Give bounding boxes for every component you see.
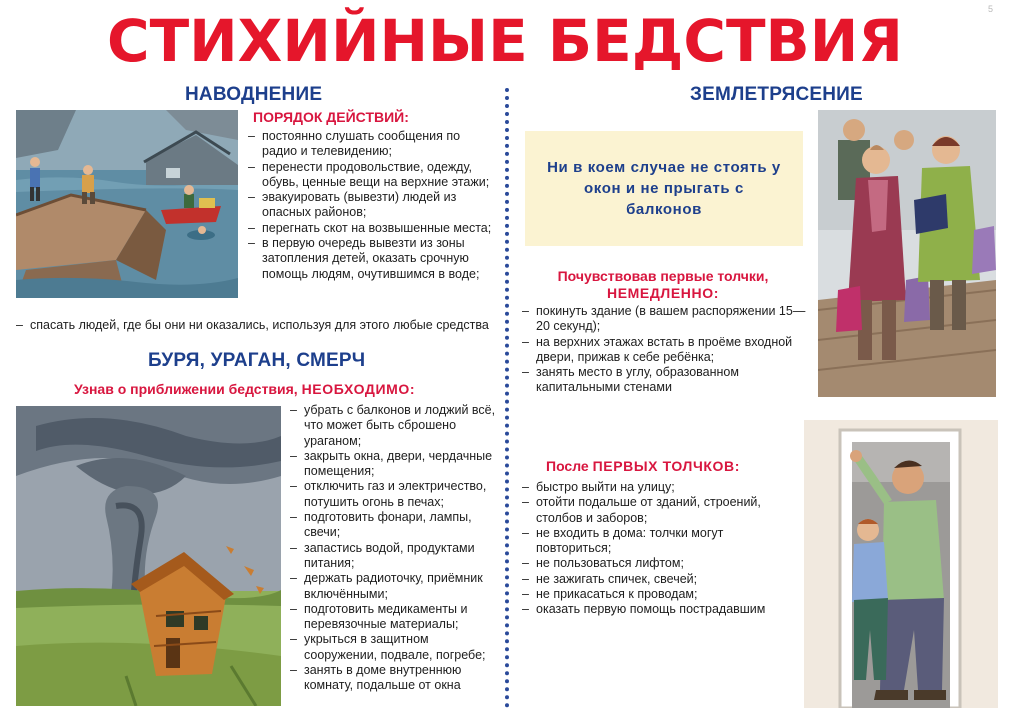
- storm-subheading: [74, 381, 415, 397]
- column-divider: [505, 88, 509, 708]
- list-item: – на верхних этажах встать в проёме входной двери, прижав к себе ребёнка;: [522, 335, 812, 366]
- list-item: – отключить газ и электричество, потушить огонь в печах;: [290, 479, 500, 510]
- list-item: – не прикасаться к проводам;: [522, 587, 792, 602]
- flood-actions-list: [248, 129, 496, 282]
- list-item: – не входить в дома: толчки могут повториться;: [522, 526, 792, 557]
- list-item: – держать радиоточку, приёмник включёнными;: [290, 571, 500, 602]
- list-item: – быстро выйти на улицу;: [522, 480, 792, 495]
- flood-heading: НАВОДНЕНИЕ: [185, 84, 323, 105]
- first-shocks-subheading: [548, 268, 778, 302]
- after-shocks-subheading: [546, 458, 740, 474]
- storm-subheading-caps: НЕОБХОДИМО:: [301, 381, 416, 397]
- first-shocks-caps: НЕМЕДЛЕННО:: [607, 285, 719, 301]
- storm-subheading-text: Узнав о приближении бедствия,: [74, 381, 302, 397]
- list-item: – подготовить медикаменты и перевязочные материалы;: [290, 602, 500, 633]
- list-item: – эвакуировать (вывезти) людей из опасных районов;: [248, 190, 496, 221]
- after-shocks-caps: ПЕРВЫХ ТОЛЧКОВ:: [592, 458, 741, 474]
- page-title: СТИХИЙНЫЕ БЕДСТВИЯ: [107, 7, 903, 75]
- list-item: – перенести продовольствие, одежду, обувь, ценные вещи на верхние этажи;: [248, 160, 496, 191]
- after-shocks-list: [522, 480, 792, 618]
- list-item: – покинуть здание (в вашем распоряжении 15—20 секунд);: [522, 304, 812, 335]
- list-item: – закрыть окна, двери, чердачные помещения;: [290, 449, 500, 480]
- earthquake-warning-text: Ни в коем случае не стоять у окон и не прыгать с балконов: [547, 159, 781, 218]
- flood-subheading: ПОРЯДОК ДЕЙСТВИЙ:: [253, 109, 409, 125]
- storm-actions-list: [290, 403, 500, 694]
- list-item: – не пользоваться лифтом;: [522, 556, 792, 571]
- list-item: – подготовить фонари, лампы, свечи;: [290, 510, 500, 541]
- evacuation-illustration: [818, 110, 996, 397]
- storm-heading: БУРЯ, УРАГАН, СМЕРЧ: [148, 350, 366, 371]
- page-number: 5: [988, 4, 994, 14]
- list-item: – занять место в углу, образованном капитальными стенами: [522, 365, 812, 396]
- list-item: – запастись водой, продуктами питания;: [290, 541, 500, 572]
- list-item: – оказать первую помощь пострадавшим: [522, 602, 792, 617]
- after-shocks-text: После: [546, 458, 593, 474]
- doorway-illustration: [804, 420, 998, 708]
- tornado-illustration: [16, 406, 281, 706]
- list-item: – занять в доме внутреннюю комнату, подальше от окна: [290, 663, 500, 694]
- list-item: – убрать с балконов и лоджий всё, что может быть сброшено ураганом;: [290, 403, 500, 449]
- list-item: – постоянно слушать сообщения по радио и телевидению;: [248, 129, 496, 160]
- list-item: – не зажигать спичек, свечей;: [522, 572, 792, 587]
- earthquake-warning-box: [525, 131, 803, 246]
- flood-illustration: [16, 110, 238, 298]
- list-item: – в первую очередь вывезти из зоны затопления детей, оказать срочную помощь людям, очутившимся в воде;: [248, 236, 496, 282]
- list-item: – спасать людей, где бы они ни оказались, используя для этого любые средства: [16, 318, 496, 333]
- first-shocks-text: Почувствовав первые толчки,: [557, 268, 769, 284]
- flood-actions-list-wide: [16, 318, 496, 333]
- list-item: – перегнать скот на возвышенные места;: [248, 221, 496, 236]
- list-item: – укрыться в защитном сооружении, подвале, погребе;: [290, 632, 500, 663]
- first-shocks-list: [522, 304, 812, 396]
- list-item: – отойти подальше от зданий, строений, столбов и заборов;: [522, 495, 792, 526]
- earthquake-heading: ЗЕМЛЕТРЯСЕНИЕ: [690, 84, 863, 105]
